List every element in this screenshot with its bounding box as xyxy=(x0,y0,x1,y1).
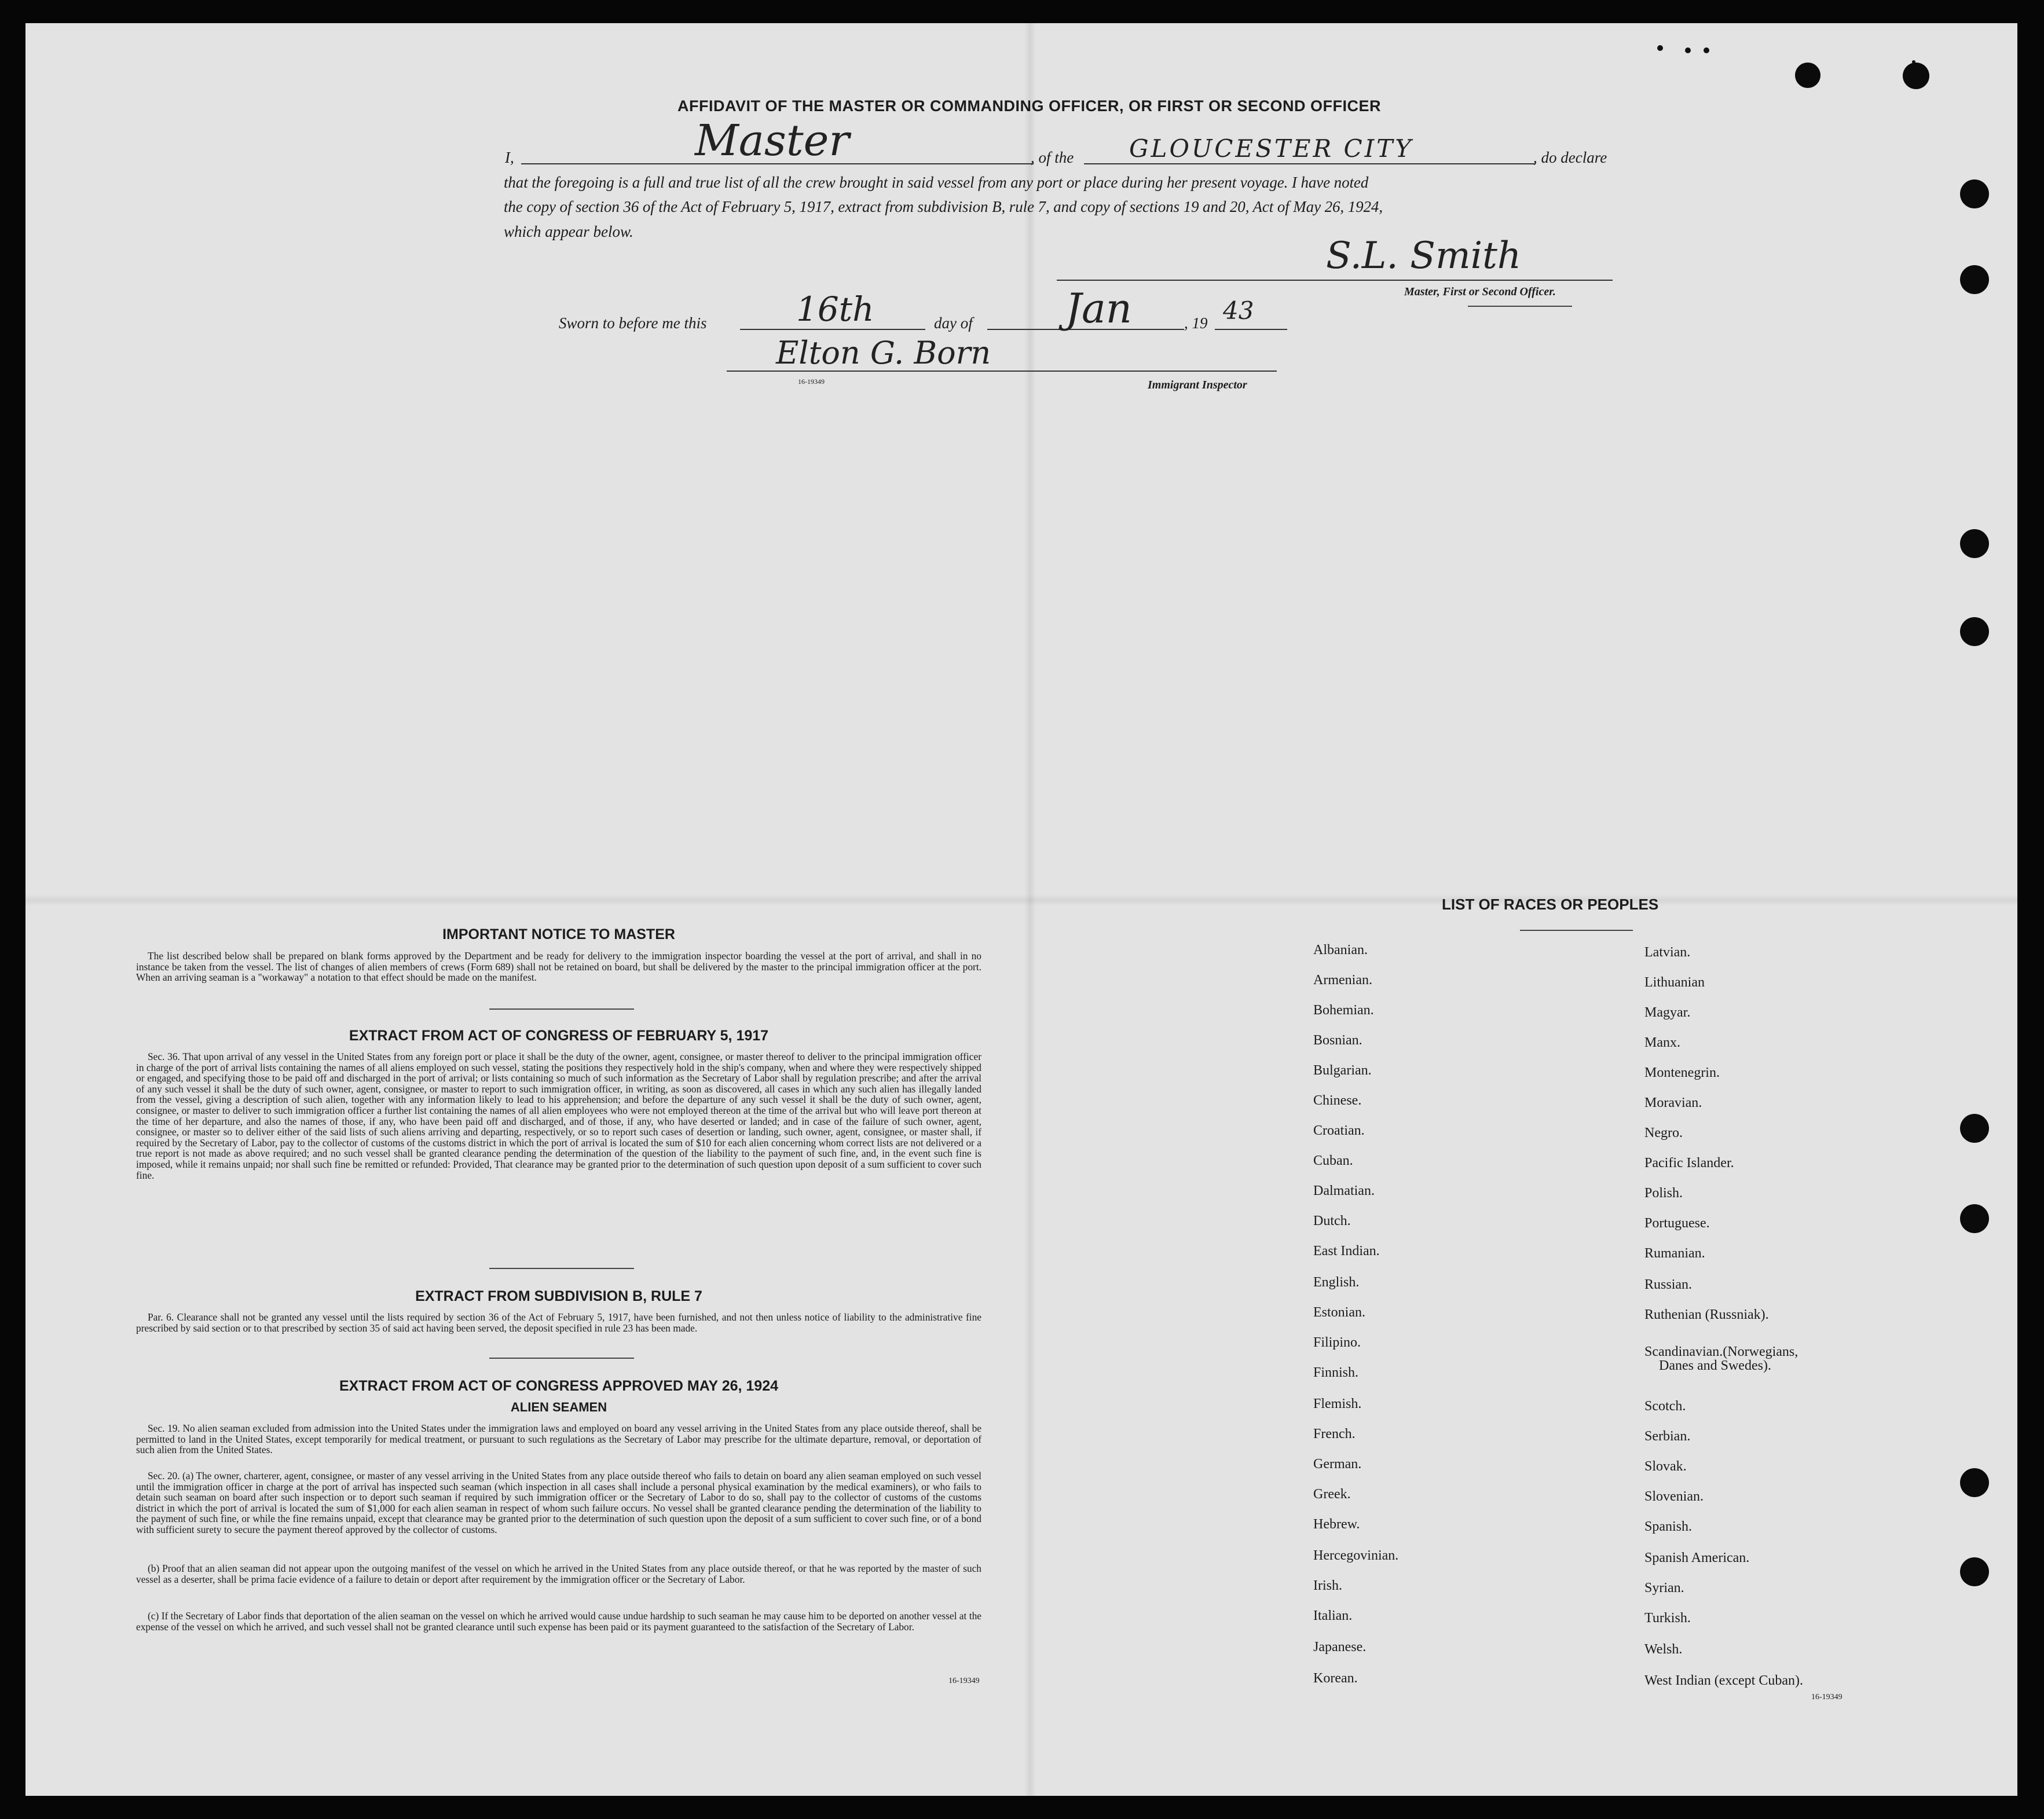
punch-hole xyxy=(1960,1204,1989,1233)
extract-1924-subtitle: ALIEN SEAMEN xyxy=(510,1400,607,1414)
race-item: Korean. xyxy=(1313,1671,1358,1686)
extract-1917-title: EXTRACT FROM ACT OF CONGRESS OF FEBRUARY 5, 1917 xyxy=(349,1028,769,1044)
vessel-fill-line xyxy=(1084,163,1536,164)
race-item: Moravian. xyxy=(1644,1095,1702,1110)
year-prefix: , 19 xyxy=(1184,314,1208,332)
race-item: Chinese. xyxy=(1313,1093,1362,1108)
race-item: Russian. xyxy=(1644,1277,1693,1292)
race-item: French. xyxy=(1313,1426,1356,1442)
inspector-form-number: 16-19349 xyxy=(798,377,825,386)
extract-1924-title: EXTRACT FROM ACT OF CONGRESS APPROVED MAY 26, 1924 xyxy=(339,1378,779,1394)
year-handwritten: 43 xyxy=(1223,296,1254,325)
race-item: Scotch. xyxy=(1644,1399,1686,1414)
race-item: Slovak. xyxy=(1644,1459,1687,1474)
day-handwritten: 16th xyxy=(796,289,874,329)
punch-hole xyxy=(1960,529,1989,558)
inspector-caption: Immigrant Inspector xyxy=(1148,379,1247,391)
race-item: Magyar. xyxy=(1644,1005,1691,1020)
affidavit-body-line-2: the copy of section 36 of the Act of February 5, 1917, extract from subdivision B, rule 7, and copy of sections 19 and 20, Act of May 26, 1924, xyxy=(504,198,1383,215)
signature-line xyxy=(1057,280,1613,281)
sec20a-body: Sec. 20. (a) The owner, charterer, agent, consignee, or master of any vessel arriving in the United States from any place outside thereof who fails to detain on board any alien seaman employed on such vessel until the immigration officer in charge at the port of arrival has inspected such seaman (which inspection in all cases shall include a personal physical examination by the medical examiners), or who fails to detain such seaman on board after such inspection or to deport such seaman if required by such immigration officer or the Secretary of Labor to do so, shall pay to the collector of customs of the customs district in which the port of arrival is located the sum of $1,000 for each alien seaman in respect of whom such failure occurs. No vessel shall be granted clearance pending the determination of the liability to the payment of such fine, or while the fine remains unpaid, except that clearance may be granted prior to the determination of such question upon the deposit of a sum sufficient to cover such fine, or of a bond with sufficient surety to secure the payment thereof approved by the collector of customs. xyxy=(136,1470,981,1535)
races-title: LIST OF RACES OR PEOPLES xyxy=(1442,896,1659,913)
section-rule xyxy=(489,1268,634,1269)
race-item: Negro. xyxy=(1644,1125,1683,1140)
race-item: Turkish. xyxy=(1644,1611,1691,1626)
section-rule xyxy=(489,1008,634,1010)
race-item: Welsh. xyxy=(1644,1642,1683,1657)
punch-hole xyxy=(1795,63,1820,88)
punch-hole xyxy=(1960,617,1989,646)
race-item: Manx. xyxy=(1644,1035,1680,1050)
extract-1917-body: Sec. 36. That upon arrival of any vessel in the United States from any foreign port or place it shall be the duty of the owner, agent, consignee, or master thereof to deliver to the principal immigration officer in charge of the port of arrival lists containing the names of all aliens employed on such vessel, stating the positions they respectively hold in the ship's company, when and where they were respectively shipped or engaged, and specifying those to be paid off and discharged in the port of arrival; or lists containing so much of such information as the Secretary of Labor shall by regulation prescribe; and after the arrival of any such vessel it shall be the duty of such owner, agent, consignee, or master to report to such immigration officer, in writing, as soon as discovered, all cases in which any such alien has illegally landed from the vessel, giving a description of such alien, together with any information likely to lead to his apprehension; and before the departure of any such vessel it shall be the duty of such owner, agent, consignee, or master to deliver to such immigration officer a further list containing the names of all alien employees who were not employed thereon at the time of the arrival but who will leave port thereon at the time of her departure, and also the names of those, if any, who have been paid off and discharged, and of those, if any, who have deserted or landed; and in case of the failure of such owner, agent, consignee, or master so to deliver either of the said lists of such aliens arriving and departing, respectively, or so to report such cases of desertion or landing, such owner, agent, consignee, or master shall, if required by the Secretary of Labor, pay to the collector of customs of the customs district in which the port of arrival is located the sum of $10 for each alien concerning whom correct lists are not delivered or a true report is not made as above required; and no such vessel shall be granted clearance pending the determination of the question of the liability to the payment of such fine, and, in the event such fine is imposed, while it remains unpaid; nor shall such fine be remitted or refunded: Provided, That clearance may be granted prior to the determination of such question upon deposit of a sum sufficient to cover such fine. xyxy=(136,1051,981,1181)
speck xyxy=(1685,47,1691,53)
race-item: Slovenian. xyxy=(1644,1489,1704,1504)
race-item: Portuguese. xyxy=(1644,1216,1710,1231)
punch-hole xyxy=(1903,63,1929,89)
punch-hole xyxy=(1960,1468,1989,1497)
punch-hole xyxy=(1960,1114,1989,1143)
notice-body: The list described below shall be prepared on blank forms approved by the Department and be ready for delivery to the immigration inspector boarding the vessel at the port of arrival, and shall in no instance be taken from the vessel. The list of changes of alien members of crews (Form 689) shall not be retained on board, but shall be delivered by the master to the principal immigration officer at the port. When an arriving seaman is a "workaway" a notation to that effect should be made on the manifest. xyxy=(136,950,981,984)
race-item: Hebrew. xyxy=(1313,1517,1360,1532)
day-fill-line xyxy=(740,329,925,330)
race-item: Scandinavian.(Norwegians, xyxy=(1644,1344,1798,1359)
race-item: Polish. xyxy=(1644,1186,1683,1201)
speck xyxy=(1657,45,1663,51)
signature-handwritten: S.L. Smith xyxy=(1326,234,1522,277)
race-item: Hercegovinian. xyxy=(1313,1548,1399,1563)
race-item: Japanese. xyxy=(1313,1640,1367,1655)
affidavit-body-line-1: that the foregoing is a full and true list of all the crew brought in said vessel from any port or place during her present voyage. I have noted xyxy=(504,174,1369,191)
race-item: Bohemian. xyxy=(1313,1003,1374,1018)
race-item: Estonian. xyxy=(1313,1305,1365,1320)
races-title-rule xyxy=(1520,930,1633,931)
race-item: Serbian. xyxy=(1644,1429,1691,1444)
speck xyxy=(1912,60,1915,64)
declare-label: , do declare xyxy=(1533,149,1607,166)
race-item: Greek. xyxy=(1313,1487,1351,1502)
day-of-label: day of xyxy=(934,314,973,332)
race-item: Filipino. xyxy=(1313,1335,1361,1350)
race-item: Armenian. xyxy=(1313,973,1372,988)
sec20c-body: (c) If the Secretary of Labor finds that deportation of the alien seaman on the vessel on which he arrived would cause undue hardship to such seaman he may cause him to be deported on another vessel at the expense of the vessel on which he arrived, and such vessel shall not be granted clearance until such expense has been paid or its payment guaranteed to the satisfaction of the Secretary of Labor. xyxy=(136,1610,981,1633)
race-item: Latvian. xyxy=(1644,945,1691,960)
year-fill-line xyxy=(1215,329,1287,330)
race-item: Montenegrin. xyxy=(1644,1065,1720,1080)
race-item: Dalmatian. xyxy=(1313,1183,1375,1198)
race-item: Rumanian. xyxy=(1644,1246,1705,1261)
race-item: Cuban. xyxy=(1313,1153,1353,1168)
notice-title: IMPORTANT NOTICE TO MASTER xyxy=(442,926,675,942)
affidavit-title: AFFIDAVIT OF THE MASTER OR COMMANDING OFFICER, OR FIRST OR SECOND OFFICER xyxy=(677,97,1381,115)
races-form-number: 16-19349 xyxy=(1811,1693,1842,1701)
race-item: Danes and Swedes). xyxy=(1659,1358,1771,1373)
race-item: Flemish. xyxy=(1313,1396,1362,1411)
vessel-handwritten: GLOUCESTER CITY xyxy=(1129,134,1413,163)
sec20b-body: (b) Proof that an alien seaman did not appear upon the outgoing manifest of the vessel on which he arrived in the United States from any place outside thereof, or that he was reported by the master of such vessel as a deserter, shall be prima facie evidence of a failure to detain or deport after requirement by the immigration officer or the Secretary of Labor. xyxy=(136,1563,981,1585)
sworn-label: Sworn to before me this xyxy=(559,314,707,332)
extract-rule7-title: EXTRACT FROM SUBDIVISION B, RULE 7 xyxy=(415,1288,702,1304)
race-item: Pacific Islander. xyxy=(1644,1156,1734,1171)
extract-form-number: 16-19349 xyxy=(948,1677,980,1685)
race-item: East Indian. xyxy=(1313,1244,1380,1259)
speck xyxy=(1704,47,1709,53)
race-item: Finnish. xyxy=(1313,1365,1359,1380)
affidavit-body-line-3: which appear below. xyxy=(504,223,633,240)
of-the-label: , of the xyxy=(1031,149,1074,166)
race-item: Syrian. xyxy=(1644,1580,1684,1596)
signature-caption: Master, First or Second Officer. xyxy=(1404,285,1556,298)
signature-underline xyxy=(1468,306,1572,307)
race-item: Dutch. xyxy=(1313,1213,1351,1228)
race-item: Croatian. xyxy=(1313,1123,1365,1138)
i-label: I, xyxy=(505,149,514,166)
race-item: Lithuanian xyxy=(1644,975,1705,990)
race-item: Ruthenian (Russniak). xyxy=(1644,1307,1769,1322)
race-item: Bulgarian. xyxy=(1313,1063,1372,1078)
section-rule xyxy=(489,1358,634,1359)
month-handwritten: Jan xyxy=(1065,285,1132,332)
race-item: Spanish. xyxy=(1644,1519,1693,1534)
race-item: Irish. xyxy=(1313,1578,1342,1593)
race-item: Bosnian. xyxy=(1313,1033,1362,1048)
inspector-handwritten: Elton G. Born xyxy=(776,335,991,371)
race-item: Italian. xyxy=(1313,1608,1353,1623)
punch-hole xyxy=(1960,1557,1989,1586)
extract-rule7-body: Par. 6. Clearance shall not be granted any vessel until the lists required by section 36 of the Act of February 5, 1917, have been furnished, and not then unless notice of liability to the administrative fine prescribed by said section or to that prescribed by section 35 of said act having been served, the deposit specified in rule 23 has been made. xyxy=(136,1311,981,1334)
punch-hole xyxy=(1960,179,1989,208)
race-item: West Indian (except Cuban). xyxy=(1644,1673,1803,1688)
race-item: Spanish American. xyxy=(1644,1550,1750,1565)
race-item: Albanian. xyxy=(1313,942,1368,958)
race-item: English. xyxy=(1313,1275,1360,1290)
punch-hole xyxy=(1960,265,1989,294)
sec19-body: Sec. 19. No alien seaman excluded from admission into the United States under the immigration laws and employed on board any vessel arriving in the United States from any place outside thereof, shall be permitted to land in the United States, except temporarily for medical treatment, or pursuant to such regulations as the Secretary of Labor may prescribe for the ultimate departure, removal, or deportation of such alien from the United States. xyxy=(136,1422,981,1456)
race-item: German. xyxy=(1313,1457,1362,1472)
rank-handwritten: Master xyxy=(695,116,849,166)
